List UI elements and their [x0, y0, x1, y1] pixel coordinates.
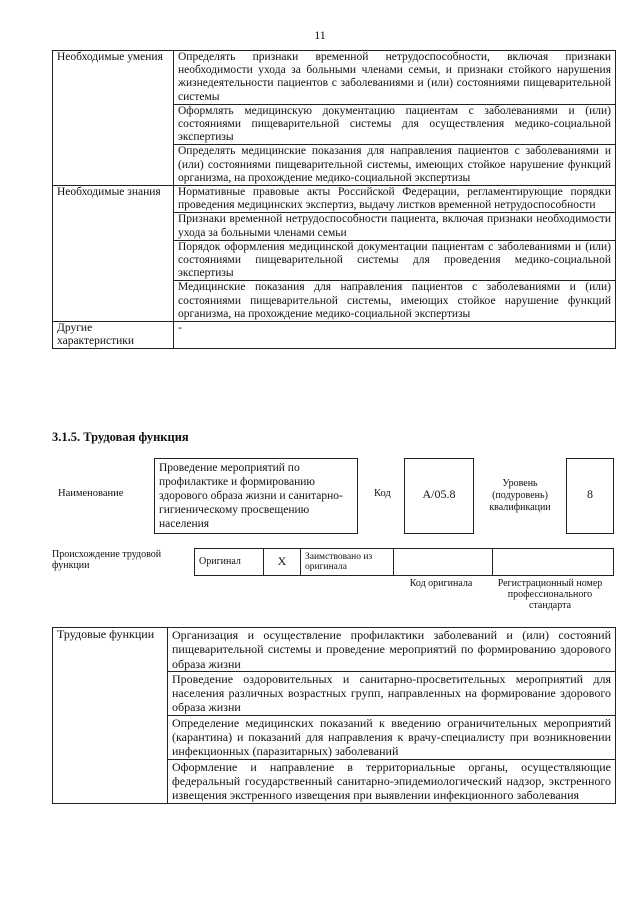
- page-number: 11: [314, 28, 326, 42]
- borrowed-label: Заимствовано из оригинала: [301, 549, 394, 576]
- list-item: Определять признаки временной нетрудоспособности, включая признаки необходимости ухода за больными членами семьи, и признаки стойкого нарушения жизнедеятельности пациентов с заболеваниями и (или) состояниями пищеварительной системы: [174, 51, 616, 105]
- level-label: Уровень (подуровень) квалификации: [489, 478, 551, 513]
- function-name-value: Проведение мероприятий по профилактике и формированию здорового образа жизни и санитарно-гигиеническому просвещению населения: [159, 462, 343, 530]
- list-item: Оформлять медицинскую документацию пациентам с заболеваниями и (или) состояниями пищеварительной системы для осуществления медико-социальной экспертизы: [174, 104, 616, 145]
- code-label: Код: [374, 488, 391, 499]
- list-item: Проведение оздоровительных и санитарно-просветительных мероприятий для населения различных возрастных групп, направленных на формирование здорового образа жизни: [168, 671, 616, 715]
- code-value: A/05.8: [422, 487, 456, 501]
- list-item: Медицинские показания для направления пациентов с заболеваниями и (или) состояниями пищеварительной системы, имеющих стойкое нарушение функций организма, на прохождение медико-социальной экспертизы: [174, 281, 616, 322]
- original-code-cell: [394, 549, 493, 576]
- code-caption: Код оригинала: [409, 578, 473, 589]
- section-heading: 3.1.5. Трудовая функция: [52, 430, 189, 444]
- list-item: -: [174, 322, 616, 349]
- origin-table: [194, 548, 614, 576]
- row-label-knowledge: Необходимые знания: [53, 186, 174, 322]
- reg-number-cell: [493, 549, 614, 576]
- list-item: Определение медицинских показаний к введению ограничительных мероприятий (карантина) и показаний для направления к врачу-специалисту при возникновении инфекционных (паразитарных) заболеваний: [168, 715, 616, 759]
- table-row: [53, 186, 616, 213]
- list-item: Оформление и направление в территориальные органы, осуществляющие федеральный государственный санитарно-эпидемиологический надзор, экстренного извещения экстренного извещения при выявлении инфекционного заболевания: [168, 759, 616, 803]
- row-label-functions: Трудовые функции: [53, 628, 168, 804]
- table-row: [53, 322, 616, 349]
- row-label-other: Другие характеристики: [53, 322, 174, 349]
- list-item: Нормативные правовые акты Российской Федерации, регламентирующие порядки проведения медицинских экспертиз, выдачу листков временной нетрудоспособности: [174, 186, 616, 213]
- origin-label: Происхождение трудовой функции: [52, 549, 162, 571]
- skills-knowledge-table: [52, 50, 616, 349]
- labor-functions-table: [52, 627, 616, 804]
- table-row: [53, 628, 616, 672]
- table-row: [195, 549, 614, 576]
- name-label: Наименование: [58, 488, 124, 499]
- table-row: [53, 51, 616, 105]
- list-item: Определять медицинские показания для направления пациентов с заболеваниями и (или) состояниями пищеварительной системы, имеющих стойкое нарушение функций организма, на прохождение медико-социальной экспертизы: [174, 145, 616, 186]
- list-item: Признаки временной нетрудоспособности пациента, включая признаки необходимости ухода за больными членами семьи: [174, 213, 616, 240]
- level-box: [566, 458, 614, 534]
- row-label-skills: Необходимые умения: [53, 51, 174, 186]
- original-label: Оригинал: [195, 549, 264, 576]
- list-item: Порядок оформления медицинской документации пациентам с заболеваниями и (или) состояниями пищеварительной системы для проведения медико-социальной экспертизы: [174, 240, 616, 281]
- original-mark: X: [264, 549, 301, 576]
- level-value: 8: [587, 487, 593, 501]
- code-box: [404, 458, 474, 534]
- list-item: Организация и осуществление профилактики заболеваний и (или) состояний пищеварительной системы и проведение мероприятий по формированию здорового образа жизни: [168, 628, 616, 672]
- function-name-box: [154, 458, 358, 534]
- reg-caption: Регистрационный номер профессионального стандарта: [497, 578, 603, 611]
